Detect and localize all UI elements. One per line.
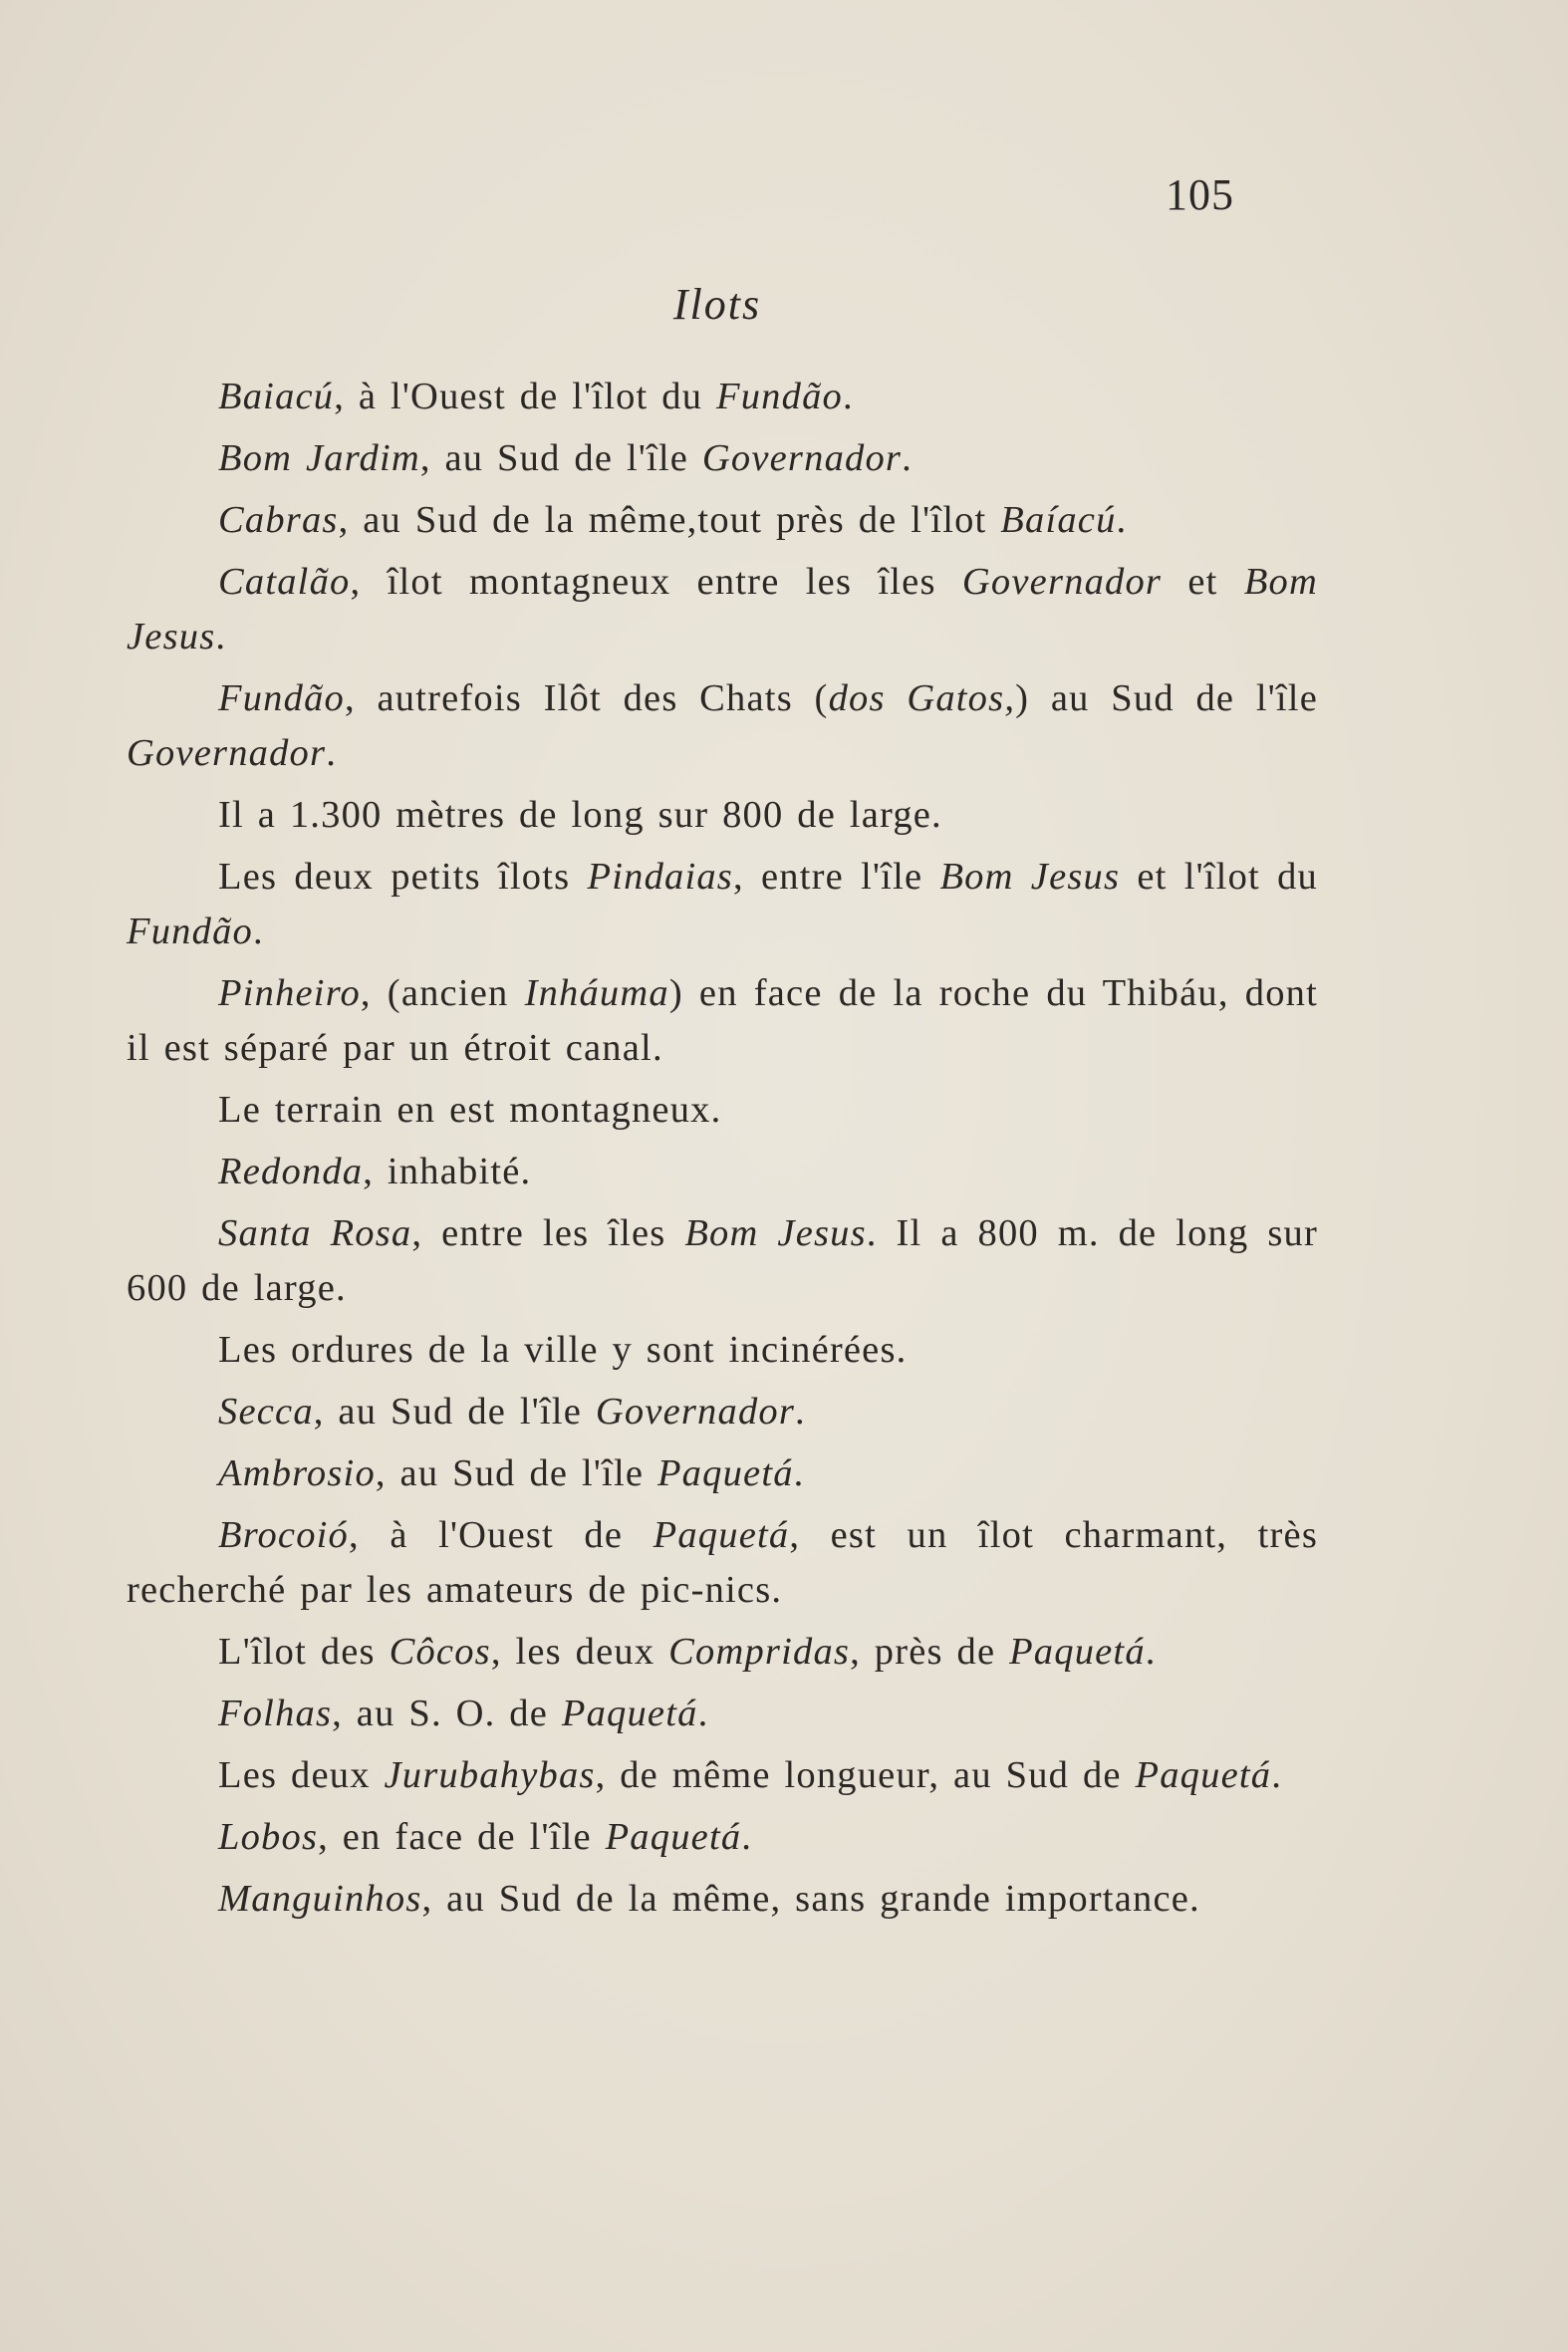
text-run: , inhabité.: [363, 1151, 532, 1192]
text-run: Le terrain en est montagneux.: [218, 1089, 722, 1131]
italic-term: Bom Jardim: [218, 437, 420, 479]
italic-term: Compridas: [668, 1631, 851, 1673]
italic-term: Fundão: [127, 911, 253, 952]
paragraph: [127, 850, 1318, 959]
text-run: .: [252, 911, 264, 952]
italic-term: Fundão: [716, 376, 843, 417]
paragraph: [127, 1206, 1318, 1316]
paragraph: [127, 1508, 1318, 1618]
text-run: ) en face de la roche du Thibáu, dont il est séparé par un étroit canal.: [127, 972, 1318, 1069]
paragraph: [127, 431, 1318, 486]
paragraph: [127, 1625, 1318, 1680]
paragraph: [127, 966, 1318, 1076]
italic-term: Paquetá: [605, 1816, 742, 1858]
paragraph: [127, 671, 1318, 781]
text-run: , à l'Ouest de: [349, 1514, 653, 1556]
text-run: Les ordures de la ville y sont incinérées.: [218, 1329, 908, 1371]
body-text: [127, 370, 1318, 1934]
text-run: , entre les îles: [411, 1212, 685, 1254]
text-run: , de même longueur, au Sud de: [595, 1754, 1136, 1796]
page-number: 105: [1166, 170, 1234, 219]
italic-term: Baiacú: [218, 376, 335, 417]
text-run: , au Sud de la même,tout près de l'îlot: [338, 499, 1001, 541]
italic-term: Lobos: [218, 1816, 319, 1858]
text-run: , au Sud de l'île: [375, 1452, 657, 1494]
text-run: .: [1145, 1631, 1157, 1673]
paragraph: [127, 788, 1318, 843]
paragraph: [127, 1083, 1318, 1138]
text-run: .: [1116, 499, 1128, 541]
italic-term: Inháuma: [524, 972, 669, 1014]
italic-term: Governador: [701, 437, 903, 479]
text-run: .: [215, 616, 227, 657]
italic-term: Pinheiro: [218, 972, 361, 1014]
paragraph: [127, 1872, 1318, 1927]
text-run: Il a 1.300 mètres de long sur 800 de large.: [218, 794, 942, 836]
text-run: .: [842, 376, 854, 417]
paragraph: [127, 1323, 1318, 1378]
text-run: ) au Sud de l'île: [1015, 677, 1318, 719]
italic-term: Governador: [595, 1391, 796, 1433]
italic-term: Folhas: [218, 1693, 333, 1734]
paragraph: [127, 1687, 1318, 1741]
paragraph: [127, 1446, 1318, 1501]
text-run: , au Sud de la même, sans grande importance.: [421, 1878, 1200, 1920]
text-run: . Il a 800 m. de long sur 600 de large.: [127, 1212, 1318, 1309]
paragraph: [127, 555, 1318, 664]
italic-term: Bom Jesus: [684, 1212, 867, 1254]
italic-term: Secca: [218, 1391, 314, 1433]
text-run: .: [741, 1816, 753, 1858]
italic-term: Redonda: [218, 1151, 364, 1192]
text-run: .: [795, 1391, 806, 1433]
italic-term: Cabras: [218, 499, 339, 541]
text-run: , en face de l'île: [318, 1816, 606, 1858]
italic-term: Governador: [127, 732, 327, 774]
italic-term: Brocoió: [218, 1514, 350, 1556]
text-run: , les deux: [490, 1631, 669, 1673]
paragraph: [127, 370, 1318, 424]
text-run: .: [902, 437, 913, 479]
paragraph: [127, 1810, 1318, 1865]
text-run: , îlot montagneux entre les îles: [350, 561, 962, 603]
italic-term: Bom Jesus: [939, 856, 1121, 898]
italic-term: Catalão: [218, 561, 351, 603]
italic-term: Paquetá: [561, 1693, 698, 1734]
italic-term: Jurubahybas: [384, 1754, 596, 1796]
paragraph: [127, 1385, 1318, 1439]
italic-term: Bom Jesus: [127, 561, 1319, 657]
italic-term: Paquetá: [1135, 1754, 1272, 1796]
text-run: , entre l'île: [733, 856, 940, 898]
italic-term: Paquetá: [1009, 1631, 1146, 1673]
text-run: , au Sud de l'île: [313, 1391, 596, 1433]
text-run: et l'îlot du: [1120, 856, 1318, 898]
paragraph: [127, 493, 1318, 548]
section-title: Ilots: [672, 280, 762, 329]
italic-term: Santa Rosa: [218, 1212, 412, 1254]
paragraph: [127, 1145, 1318, 1199]
text-run: Les deux: [218, 1754, 385, 1796]
italic-term: Ambrosio: [218, 1452, 376, 1494]
italic-term: Governador: [961, 561, 1163, 603]
text-run: , à l'Ouest de l'îlot du: [334, 376, 716, 417]
italic-term: dos Gatos,: [828, 677, 1016, 719]
italic-term: Manguinhos: [218, 1878, 422, 1920]
paragraph: [127, 1748, 1318, 1803]
italic-term: Paquetá: [653, 1514, 790, 1556]
italic-term: Pindaias: [587, 856, 733, 898]
italic-term: Fundão: [218, 677, 345, 719]
text-run: .: [697, 1693, 709, 1734]
italic-term: Baíacú: [1000, 499, 1117, 541]
text-run: , autrefois Ilôt des Chats (: [344, 677, 829, 719]
italic-term: Côcos: [389, 1631, 491, 1673]
text-run: , au Sud de l'île: [419, 437, 702, 479]
text-run: .: [326, 732, 338, 774]
text-run: .: [793, 1452, 805, 1494]
italic-term: Paquetá: [656, 1452, 794, 1494]
text-run: , près de: [850, 1631, 1010, 1673]
text-run: , (ancien: [360, 972, 525, 1014]
text-run: et: [1162, 561, 1244, 603]
text-run: Les deux petits îlots: [218, 856, 588, 898]
text-run: .: [1271, 1754, 1283, 1796]
text-run: , au S. O. de: [332, 1693, 562, 1734]
text-run: , est un îlot charmant, très recherché par les amateurs de pic-nics.: [127, 1514, 1318, 1611]
text-run: L'îlot des: [218, 1631, 390, 1673]
